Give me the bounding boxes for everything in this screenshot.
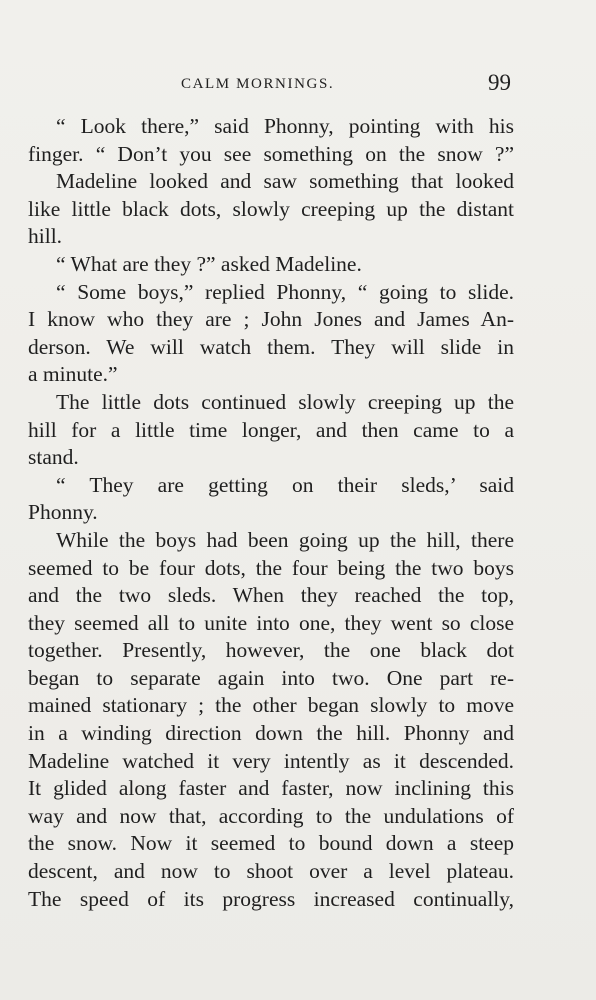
text-line: Phonny. (28, 500, 98, 525)
text-line: a minute.” (28, 362, 118, 387)
text-line: The speed of its progress increased continually, (28, 886, 514, 911)
page-number: 99 (488, 70, 511, 95)
text-line: The little dots continued slowly creeping up the (56, 389, 514, 414)
text-line: hill. (28, 224, 63, 249)
text-line: began to separate again into two. One part re- (28, 665, 514, 690)
text-line: It glided along faster and faster, now inclining this (28, 776, 514, 801)
text-line: mained stationary ; the other began slowly to move (28, 693, 514, 718)
text-line: like little black dots, slowly creeping up the distant (28, 196, 514, 221)
text-line: Madeline looked and saw something that looked (56, 169, 514, 194)
text-line: together. Presently, however, the one black dot (28, 638, 514, 663)
text-line: descent, and now to shoot over a level plateau. (28, 859, 514, 884)
text-line: While the boys had been going up the hill, there (56, 527, 514, 552)
text-line: and the two sleds. When they reached the top, (28, 583, 514, 608)
text-line: stand. (28, 445, 79, 470)
text-line: finger. “ Don’t you see something on the snow ?” (28, 141, 514, 166)
body-text (28, 113, 514, 913)
text-line: the snow. Now it seemed to bound down a steep (28, 831, 514, 856)
text-line: derson. We will watch them. They will slide in (28, 334, 514, 359)
text-line: in a winding direction down the hill. Phonny and (28, 721, 514, 746)
text-line: they seemed all to unite into one, they went so close (28, 610, 514, 635)
text-line: way and now that, according to the undulations of (28, 803, 514, 828)
text-line: “ Look there,” said Phonny, pointing with his (56, 114, 514, 138)
text-line: Madeline watched it very intently as it descended. (28, 748, 514, 773)
text-line: “ Some boys,” replied Phonny, “ going to slide. (56, 279, 514, 304)
text-line: “ They are getting on their sleds,’ said (56, 472, 514, 497)
text-line: “ What are they ?” asked Madeline. (56, 251, 362, 276)
page-header (0, 70, 596, 98)
running-head: CALM MORNINGS. (181, 76, 335, 92)
text-line: seemed to be four dots, the four being the two boys (28, 555, 514, 580)
text-line: I know who they are ; John Jones and James An- (28, 307, 514, 332)
text-line: hill for a little time longer, and then came to a (28, 417, 514, 442)
